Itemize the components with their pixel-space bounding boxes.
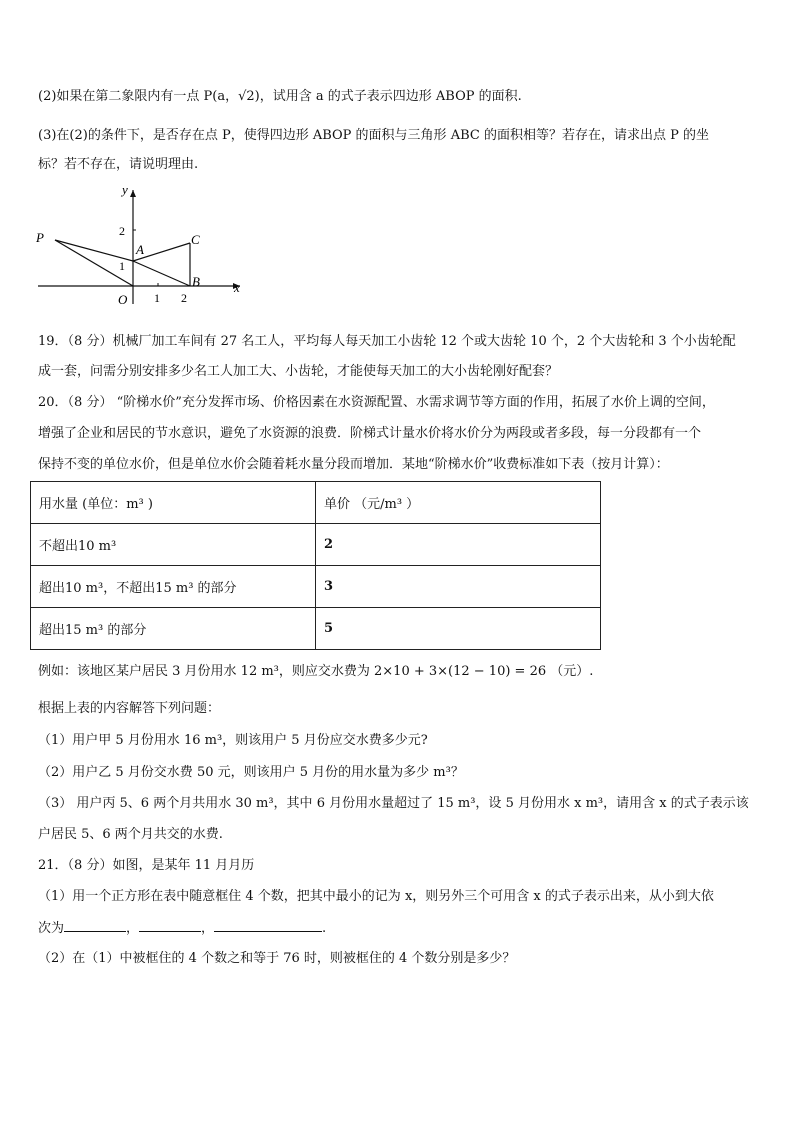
- label-point-A: A: [136, 242, 144, 257]
- label-y: y: [122, 182, 128, 197]
- label-tick-x1: 1: [154, 291, 160, 305]
- label-origin: O: [118, 292, 128, 307]
- q19-line1: 19．（8 分）机械厂加工车间有 27 名工人，平均每人每天加工小齿轮 12 个或大齿轮 10 个，2 个大齿轮和 3 个小齿轮配: [38, 334, 736, 349]
- table-header-price: 单价 （元/m³ ）: [316, 482, 601, 524]
- q19-line2: 成一套，问需分别安排多少名工人加工大、小齿轮，才能使每天加工的大小齿轮刚好配套？: [38, 364, 559, 379]
- q20-sub2: （2）用户乙 5 月份交水费 50 元，则该用户 5 月份的用水量为多少 m³？: [38, 765, 464, 780]
- y-axis-arrow: [130, 190, 136, 197]
- table-cell-usage: 超出15 m³ 的部分: [31, 608, 316, 650]
- q20-line2: 增强了企业和居民的节水意识，避免了水资源的浪费．阶梯式计量水价将水价分为两段或者多段，每一分段都有一个: [38, 426, 702, 441]
- q18-part2: (2)如果在第二象限内有一点 P(a，√2)，试用含 a 的式子表示四边形 ABOP 的面积.: [38, 89, 522, 104]
- coordinate-figure: [30, 182, 260, 312]
- table-cell-usage: 超出10 m³，不超出15 m³ 的部分: [31, 566, 316, 608]
- table-row: [31, 524, 601, 566]
- label-point-B: B: [192, 274, 200, 289]
- water-price-table: [30, 481, 601, 650]
- label-tick-y1: 1: [119, 259, 125, 273]
- q21-sub2: （2）在（1）中被框住的 4 个数之和等于 76 时，则被框住的 4 个数分别是多少？: [38, 951, 516, 966]
- q20-example: 例如：该地区某户居民 3 月份用水 12 m³，则应交水费为 2×10 + 3×(12 − 10) = 26 （元）.: [38, 664, 594, 679]
- table-row: [31, 608, 601, 650]
- label-point-C: C: [191, 232, 200, 247]
- q18-part3-line2: 标？若不存在，请说明理由.: [38, 157, 199, 172]
- q21-sub1-line1: （1）用一个正方形在表中随意框住 4 个数，把其中最小的记为 x，则另外三个可用含 x 的式子表示出来，从小到大依: [38, 889, 714, 904]
- segment-AB: [133, 261, 190, 286]
- answer-blank-3[interactable]: [214, 919, 322, 932]
- label-x: x: [234, 280, 240, 295]
- q21-sub1-line2: [38, 919, 326, 938]
- table-row: [31, 566, 601, 608]
- table-cell-price: 5: [316, 608, 601, 650]
- table-cell-price: 3: [316, 566, 601, 608]
- label-tick-x2: 2: [181, 291, 187, 305]
- segment-PA: [55, 240, 133, 261]
- label-tick-y2: 2: [119, 224, 125, 238]
- table-header-usage: 用水量 (单位：m³ ): [31, 482, 316, 524]
- table-cell-usage: 不超出10 m³: [31, 524, 316, 566]
- q20-line3: 保持不变的单位水价，但是单位水价会随着耗水量分段而增加．某地“阶梯水价”收费标准如下表（按月计算）：: [38, 457, 669, 472]
- q20-sub1: （1）用户甲 5 月份用水 16 m³，则该用户 5 月份应交水费多少元?: [38, 733, 428, 748]
- q20-sub3-line1: （3） 用户丙 5、6 两个月共用水 30 m³，其中 6 月份用水量超过了 15 m³，设 5 月份用水 x m³，请用含 x 的式子表示该: [38, 796, 749, 811]
- end-period: .: [322, 921, 327, 936]
- q20-sub3-line2: 户居民 5、6 两个月共交的水费.: [38, 827, 223, 842]
- table-header-row: [31, 482, 601, 524]
- q21-title: 21．（8 分）如图，是某年 11 月月历: [38, 858, 255, 873]
- answer-blank-1[interactable]: [64, 919, 126, 932]
- q21-sub1-prefix: 次为: [38, 921, 65, 936]
- q20-line1: 20．（8 分） “阶梯水价”充分发挥市场、价格因素在水资源配置、水需求调节等方面的作用，拓展了水价上调的空间，: [38, 395, 715, 410]
- separator: ，: [201, 921, 215, 936]
- q18-part3-line1: (3)在(2)的条件下，是否存在点 P，使得四边形 ABOP 的面积与三角形 ABC 的面积相等？若存在，请求出点 P 的坐: [38, 128, 709, 143]
- table-cell-price: 2: [316, 524, 601, 566]
- separator: ，: [126, 921, 140, 936]
- answer-blank-2[interactable]: [139, 919, 201, 932]
- q20-intro: 根据上表的内容解答下列问题：: [38, 701, 221, 716]
- label-point-P: P: [36, 230, 44, 245]
